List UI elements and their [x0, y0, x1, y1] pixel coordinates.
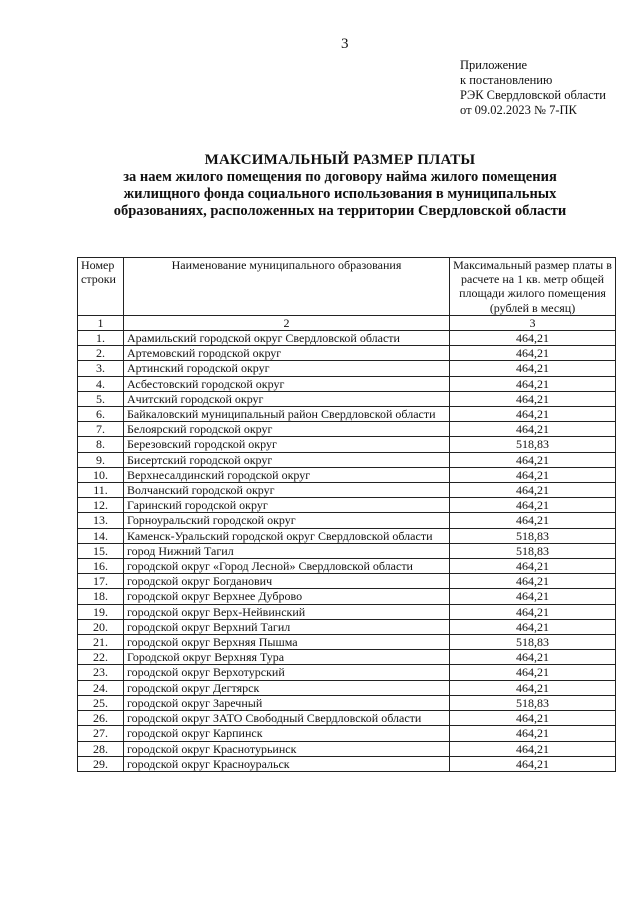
rate-value-cell: 464,21: [450, 741, 616, 756]
municipality-cell: Каменск-Уральский городской округ Свердловской области: [124, 528, 450, 543]
table-row: [78, 543, 616, 558]
row-number-cell: 12.: [78, 498, 124, 513]
rate-value-cell: 464,21: [450, 513, 616, 528]
rate-value-cell: 464,21: [450, 619, 616, 634]
row-number-cell: 25.: [78, 695, 124, 710]
table-row: [78, 695, 616, 710]
table-row: [78, 452, 616, 467]
municipality-cell: городской округ Верхнее Дуброво: [124, 589, 450, 604]
index-cell: 1: [78, 315, 124, 330]
municipality-cell: городской округ Верх-Нейвинский: [124, 604, 450, 619]
header-municipality: Наименование муниципального образования: [124, 258, 450, 316]
rate-value-cell: 464,21: [450, 346, 616, 361]
index-cell: 2: [124, 315, 450, 330]
municipality-cell: городской округ Карпинск: [124, 726, 450, 741]
row-number-cell: 28.: [78, 741, 124, 756]
municipality-cell: Верхнесалдинский городской округ: [124, 467, 450, 482]
rate-value-cell: 518,83: [450, 543, 616, 558]
row-number-cell: 19.: [78, 604, 124, 619]
table-row: [78, 635, 616, 650]
rate-value-cell: 464,21: [450, 361, 616, 376]
municipality-cell: Арамильский городской округ Свердловской области: [124, 331, 450, 346]
municipality-cell: Артемовский городской округ: [124, 346, 450, 361]
table-row: [78, 498, 616, 513]
table-row: [78, 422, 616, 437]
municipality-cell: городской округ Верхняя Пышма: [124, 635, 450, 650]
page-number: 3: [341, 36, 349, 52]
rate-value-cell: 464,21: [450, 650, 616, 665]
row-number-cell: 15.: [78, 543, 124, 558]
table-row: [78, 726, 616, 741]
rate-value-cell: 464,21: [450, 483, 616, 498]
rate-value-cell: 464,21: [450, 467, 616, 482]
rate-value-cell: 518,83: [450, 528, 616, 543]
row-number-cell: 29.: [78, 756, 124, 771]
table-index-row: [78, 315, 616, 330]
row-number-cell: 24.: [78, 680, 124, 695]
title-subtitle: жилищного фонда социального использования в муниципальных: [123, 186, 557, 202]
row-number-cell: 21.: [78, 635, 124, 650]
row-number-cell: 23.: [78, 665, 124, 680]
row-number-cell: 18.: [78, 589, 124, 604]
rate-value-cell: 464,21: [450, 407, 616, 422]
row-number-cell: 11.: [78, 483, 124, 498]
rate-value-cell: 518,83: [450, 635, 616, 650]
municipality-cell: городской округ Заречный: [124, 695, 450, 710]
rates-table: [77, 257, 616, 772]
table-row: [78, 756, 616, 771]
appendix-line: РЭК Свердловской области: [460, 88, 606, 102]
rate-value-cell: 464,21: [450, 422, 616, 437]
rate-value-cell: 464,21: [450, 376, 616, 391]
row-number-cell: 6.: [78, 407, 124, 422]
municipality-cell: Белоярский городской округ: [124, 422, 450, 437]
title-main: МАКСИМАЛЬНЫЙ РАЗМЕР ПЛАТЫ: [204, 152, 476, 168]
table-row: [78, 467, 616, 482]
municipality-cell: Бисертский городской округ: [124, 452, 450, 467]
row-number-cell: 13.: [78, 513, 124, 528]
rate-value-cell: 464,21: [450, 665, 616, 680]
table-row: [78, 346, 616, 361]
index-cell: 3: [450, 315, 616, 330]
rate-value-cell: 464,21: [450, 711, 616, 726]
table-row: [78, 391, 616, 406]
municipality-cell: городской округ Дегтярск: [124, 680, 450, 695]
table-row: [78, 741, 616, 756]
row-number-cell: 14.: [78, 528, 124, 543]
document-title: [60, 151, 620, 220]
table-row: [78, 650, 616, 665]
municipality-cell: городской округ ЗАТО Свободный Свердловской области: [124, 711, 450, 726]
rate-value-cell: 464,21: [450, 559, 616, 574]
table-row: [78, 619, 616, 634]
municipality-cell: Гаринский городской округ: [124, 498, 450, 513]
table-row: [78, 483, 616, 498]
municipality-cell: город Нижний Тагил: [124, 543, 450, 558]
header-max-rate: Максимальный размер платы в расчете на 1 кв. метр общей площади жилого помещения (рублей в месяц): [450, 258, 616, 316]
title-subtitle: за наем жилого помещения по договору найма жилого помещения: [123, 169, 557, 185]
row-number-cell: 26.: [78, 711, 124, 726]
table-row: [78, 513, 616, 528]
row-number-cell: 2.: [78, 346, 124, 361]
table-row: [78, 528, 616, 543]
table-header-row: [78, 258, 616, 316]
municipality-cell: городской округ Верхний Тагил: [124, 619, 450, 634]
municipality-cell: Артинский городской округ: [124, 361, 450, 376]
rate-value-cell: 464,21: [450, 756, 616, 771]
municipality-cell: Березовский городской округ: [124, 437, 450, 452]
row-number-cell: 5.: [78, 391, 124, 406]
table-row: [78, 604, 616, 619]
row-number-cell: 20.: [78, 619, 124, 634]
table-row: [78, 559, 616, 574]
row-number-cell: 1.: [78, 331, 124, 346]
table-row: [78, 665, 616, 680]
municipality-cell: городской округ «Город Лесной» Свердловской области: [124, 559, 450, 574]
municipality-cell: Горноуральский городской округ: [124, 513, 450, 528]
title-subtitle: образованиях, расположенных на территории Свердловской области: [113, 203, 567, 219]
row-number-cell: 10.: [78, 467, 124, 482]
municipality-cell: Асбестовский городской округ: [124, 376, 450, 391]
rate-value-cell: 464,21: [450, 391, 616, 406]
municipality-cell: Городской округ Верхняя Тура: [124, 650, 450, 665]
table-row: [78, 574, 616, 589]
municipality-cell: городской округ Краснотурьинск: [124, 741, 450, 756]
rate-value-cell: 464,21: [450, 604, 616, 619]
rate-value-cell: 518,83: [450, 437, 616, 452]
municipality-cell: Ачитский городской округ: [124, 391, 450, 406]
rate-value-cell: 464,21: [450, 498, 616, 513]
row-number-cell: 22.: [78, 650, 124, 665]
municipality-cell: Байкаловский муниципальный район Свердловской области: [124, 407, 450, 422]
rate-value-cell: 518,83: [450, 695, 616, 710]
table-row: [78, 589, 616, 604]
appendix-block: [460, 58, 606, 118]
rate-value-cell: 464,21: [450, 680, 616, 695]
appendix-line: от 09.02.2023 № 7-ПК: [460, 103, 577, 117]
row-number-cell: 3.: [78, 361, 124, 376]
municipality-cell: городской округ Верхотурский: [124, 665, 450, 680]
municipality-cell: городской округ Богданович: [124, 574, 450, 589]
rate-value-cell: 464,21: [450, 452, 616, 467]
row-number-cell: 9.: [78, 452, 124, 467]
table-row: [78, 711, 616, 726]
row-number-cell: 17.: [78, 574, 124, 589]
row-number-cell: 8.: [78, 437, 124, 452]
municipality-cell: городской округ Красноуральск: [124, 756, 450, 771]
appendix-line: Приложение: [460, 58, 528, 72]
table-row: [78, 361, 616, 376]
rate-value-cell: 464,21: [450, 589, 616, 604]
table-row: [78, 680, 616, 695]
row-number-cell: 4.: [78, 376, 124, 391]
row-number-cell: 16.: [78, 559, 124, 574]
table-row: [78, 331, 616, 346]
municipality-cell: Волчанский городской округ: [124, 483, 450, 498]
table-row: [78, 407, 616, 422]
rate-value-cell: 464,21: [450, 574, 616, 589]
rate-value-cell: 464,21: [450, 331, 616, 346]
table-row: [78, 437, 616, 452]
appendix-line: к постановлению: [460, 73, 553, 87]
table-row: [78, 376, 616, 391]
row-number-cell: 27.: [78, 726, 124, 741]
header-row-number: Номер строки: [78, 258, 124, 316]
row-number-cell: 7.: [78, 422, 124, 437]
rate-value-cell: 464,21: [450, 726, 616, 741]
